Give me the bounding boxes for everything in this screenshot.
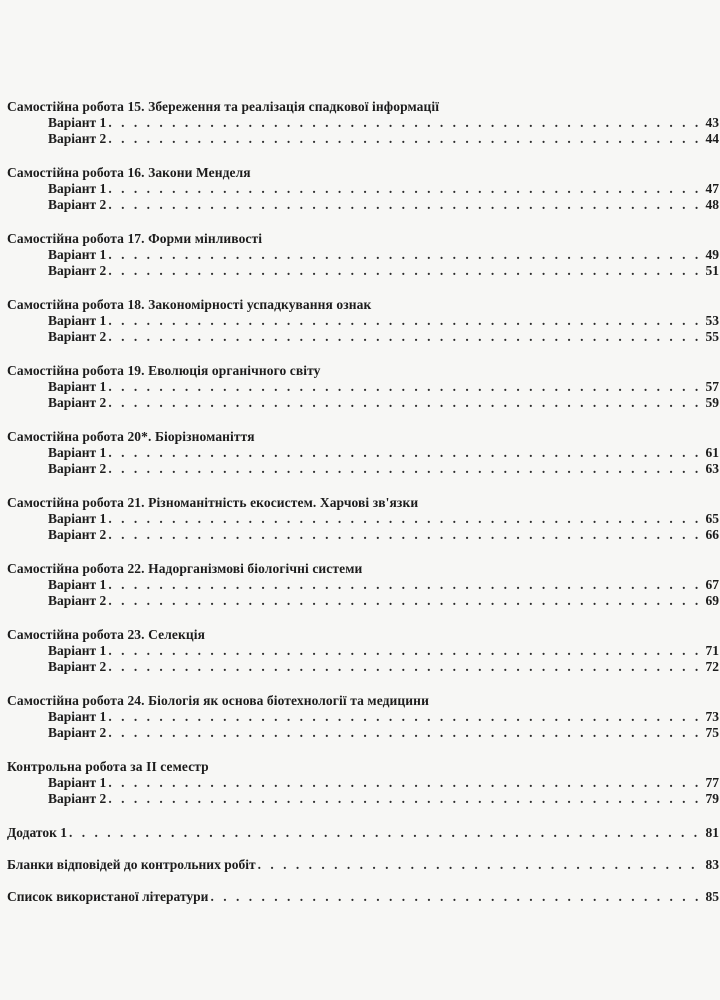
dot-leader — [108, 527, 703, 543]
toc-entry — [7, 263, 719, 279]
page-number: 53 — [705, 313, 719, 328]
page-number: 47 — [705, 181, 719, 196]
toc-entry — [7, 511, 719, 527]
dot-leader — [108, 395, 703, 411]
page-number: 59 — [705, 395, 719, 410]
toc-entry — [7, 889, 719, 905]
dot-leader — [108, 247, 703, 263]
toc-entry — [7, 379, 719, 395]
toc-section — [7, 363, 719, 411]
toc-entry — [7, 395, 719, 411]
entry-label: Варіант 2 — [48, 395, 107, 410]
dot-leader — [258, 857, 704, 873]
dot-leader — [210, 889, 703, 905]
toc-entry — [7, 643, 719, 659]
dot-leader — [108, 329, 703, 345]
entry-label: Варіант 2 — [48, 725, 107, 740]
dot-leader — [108, 577, 703, 593]
dot-leader — [69, 825, 704, 841]
section-title: Самостійна робота 21. Різноманітність екосистем. Харчові зв'язки — [7, 495, 419, 510]
toc-entry — [7, 825, 719, 841]
entry-label: Варіант 2 — [48, 197, 107, 212]
entry-label: Варіант 2 — [48, 131, 107, 146]
entry-label: Список використаної літератури — [7, 889, 209, 904]
toc-section — [7, 99, 719, 147]
page-number: 85 — [705, 889, 719, 904]
toc-entry — [7, 709, 719, 725]
page-number: 63 — [705, 461, 719, 476]
page-number: 61 — [705, 445, 719, 460]
toc-section — [7, 429, 719, 477]
page-number: 83 — [705, 857, 719, 872]
toc-entry — [7, 115, 719, 131]
page-number: 79 — [705, 791, 719, 806]
toc-entry — [7, 593, 719, 609]
toc-entry — [7, 445, 719, 461]
dot-leader — [108, 725, 703, 741]
section-title: Самостійна робота 24. Біологія як основа біотехнології та медицини — [7, 693, 429, 708]
toc-entry — [7, 461, 719, 477]
toc-section — [7, 165, 719, 213]
page-number: 43 — [705, 115, 719, 130]
dot-leader — [108, 643, 703, 659]
page-number: 73 — [705, 709, 719, 724]
page-number: 81 — [705, 825, 719, 840]
entry-label: Варіант 1 — [48, 775, 107, 790]
entry-label: Варіант 2 — [48, 461, 107, 476]
section-title: Самостійна робота 20*. Біорізноманіття — [7, 429, 255, 444]
toc-section — [7, 495, 719, 543]
page-number: 77 — [705, 775, 719, 790]
dot-leader — [108, 461, 703, 477]
toc-section — [7, 857, 719, 873]
page-number: 75 — [705, 725, 719, 740]
entry-label: Варіант 1 — [48, 577, 107, 592]
dot-leader — [108, 659, 703, 675]
toc-section — [7, 297, 719, 345]
toc-section — [7, 759, 719, 807]
dot-leader — [108, 511, 703, 527]
dot-leader — [108, 709, 703, 725]
entry-label: Варіант 1 — [48, 511, 107, 526]
entry-label: Бланки відповідей до контрольних робіт — [7, 857, 256, 872]
toc-entry — [7, 857, 719, 873]
toc-section — [7, 889, 719, 905]
section-title: Самостійна робота 15. Збереження та реалізація спадкової інформації — [7, 99, 440, 114]
entry-label: Варіант 1 — [48, 115, 107, 130]
dot-leader — [108, 181, 703, 197]
entry-label: Варіант 2 — [48, 329, 107, 344]
entry-label: Варіант 2 — [48, 791, 107, 806]
toc-entry — [7, 791, 719, 807]
toc-entry — [7, 577, 719, 593]
dot-leader — [108, 445, 703, 461]
entry-label: Варіант 2 — [48, 527, 107, 542]
entry-label: Варіант 1 — [48, 709, 107, 724]
toc-entry — [7, 131, 719, 147]
section-title: Контрольна робота за II семестр — [7, 759, 209, 774]
entry-label: Варіант 1 — [48, 379, 107, 394]
toc-entry — [7, 725, 719, 741]
entry-label: Варіант 2 — [48, 263, 107, 278]
page-number: 57 — [705, 379, 719, 394]
dot-leader — [108, 115, 703, 131]
page-number: 72 — [705, 659, 719, 674]
page-number: 48 — [705, 197, 719, 212]
section-title: Самостійна робота 18. Закономірності успадкування ознак — [7, 297, 372, 312]
entry-label: Варіант 1 — [48, 313, 107, 328]
section-title: Самостійна робота 22. Надорганізмові біологічні системи — [7, 561, 363, 576]
toc-entry — [7, 329, 719, 345]
toc-entry — [7, 313, 719, 329]
entry-label: Варіант 1 — [48, 643, 107, 658]
dot-leader — [108, 131, 703, 147]
page-number: 67 — [705, 577, 719, 592]
entry-label: Варіант 1 — [48, 445, 107, 460]
toc-entry — [7, 247, 719, 263]
entry-label: Варіант 1 — [48, 247, 107, 262]
entry-label: Варіант 2 — [48, 593, 107, 608]
toc-section — [7, 561, 719, 609]
toc-entry — [7, 659, 719, 675]
page-number: 66 — [705, 527, 719, 542]
dot-leader — [108, 313, 703, 329]
dot-leader — [108, 197, 703, 213]
page-number: 71 — [705, 643, 719, 658]
toc-entry — [7, 527, 719, 543]
dot-leader — [108, 775, 703, 791]
toc-entry — [7, 181, 719, 197]
page-number: 55 — [705, 329, 719, 344]
page-number: 44 — [705, 131, 719, 146]
section-title: Самостійна робота 23. Селекція — [7, 627, 205, 642]
entry-label: Додаток 1 — [7, 825, 67, 840]
dot-leader — [108, 263, 703, 279]
toc-section — [7, 825, 719, 841]
entry-label: Варіант 2 — [48, 659, 107, 674]
toc-section — [7, 231, 719, 279]
section-title: Самостійна робота 19. Еволюція органічного світу — [7, 363, 321, 378]
dot-leader — [108, 379, 703, 395]
toc-section — [7, 693, 719, 741]
section-title: Самостійна робота 16. Закони Менделя — [7, 165, 251, 180]
page-number: 69 — [705, 593, 719, 608]
toc-entry — [7, 197, 719, 213]
dot-leader — [108, 593, 703, 609]
dot-leader — [108, 791, 703, 807]
page-number: 65 — [705, 511, 719, 526]
section-title: Самостійна робота 17. Форми мінливості — [7, 231, 263, 246]
toc-section — [7, 627, 719, 675]
page-number: 51 — [705, 263, 719, 278]
entry-label: Варіант 1 — [48, 181, 107, 196]
page-number: 49 — [705, 247, 719, 262]
toc-entry — [7, 775, 719, 791]
table-of-contents — [7, 99, 719, 921]
